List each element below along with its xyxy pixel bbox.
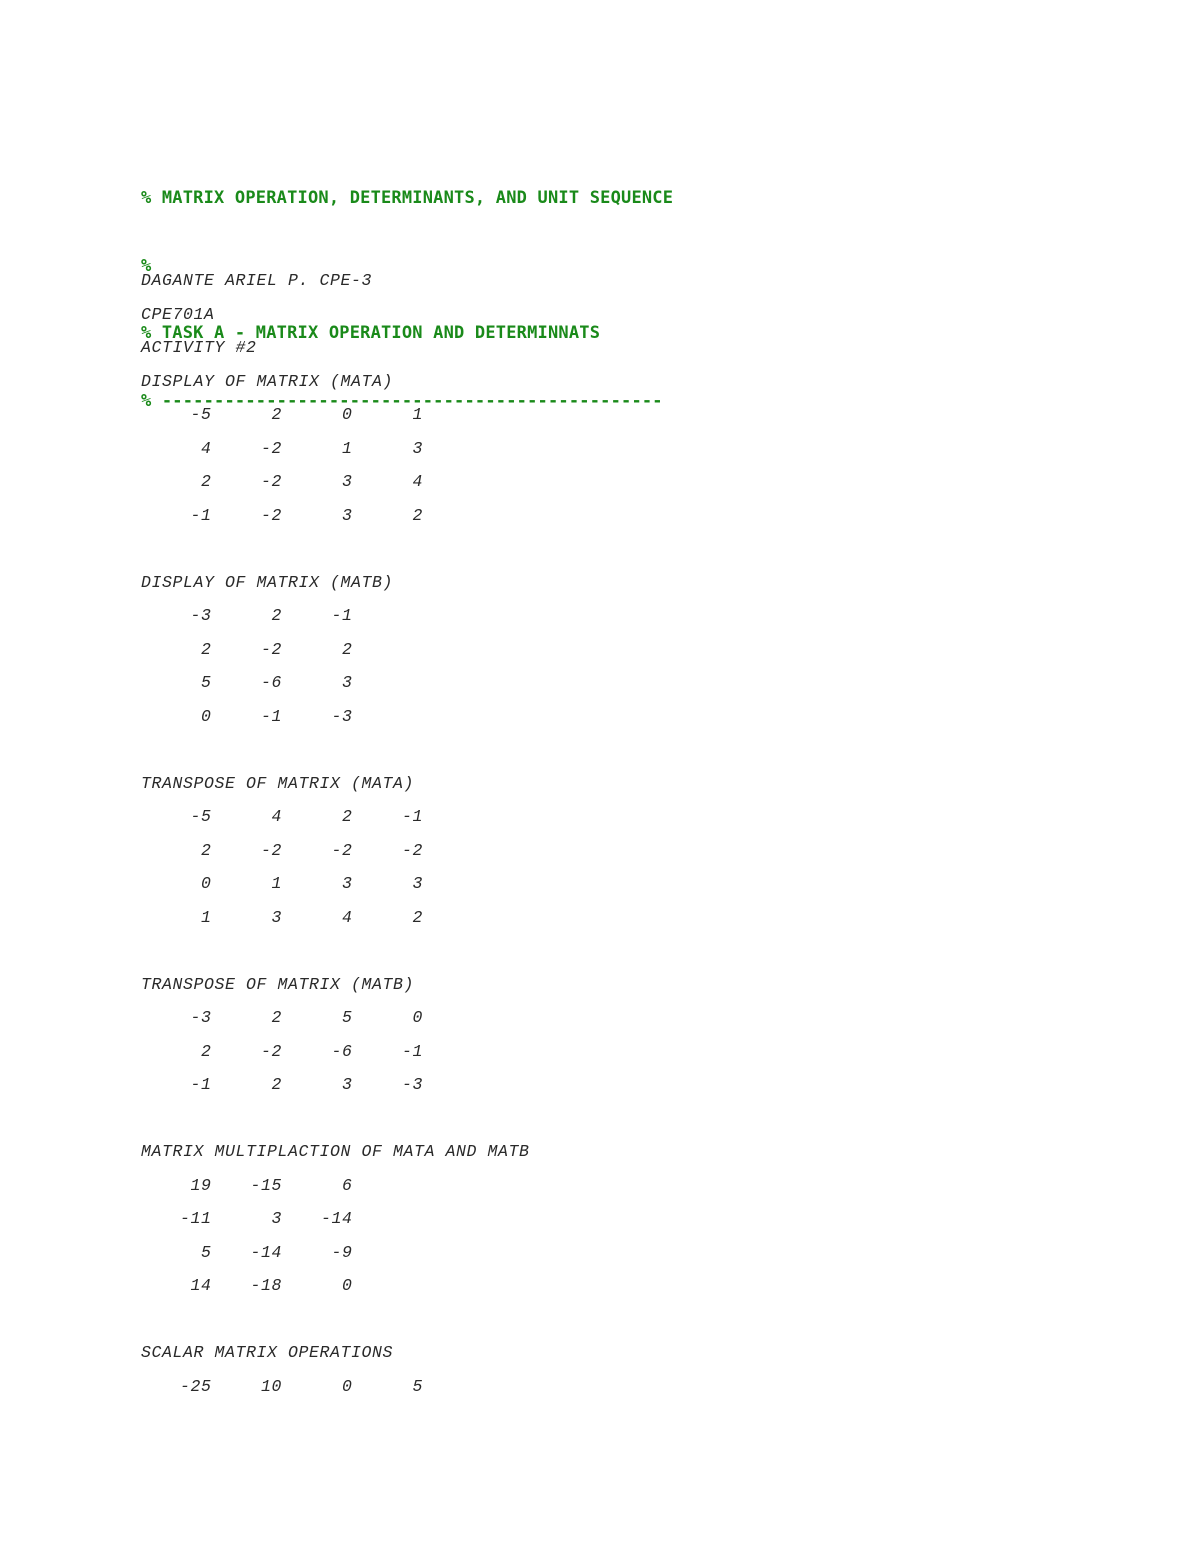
matrix-cell: -2 [331,840,353,860]
section-spacer [141,934,530,968]
matrix-cell: 0 [341,405,353,424]
matrix-cell: 6 [341,1175,353,1195]
matrix-cell: 0 [341,1376,353,1396]
matrix [141,800,530,934]
matrix-cell: -11 [179,1209,212,1228]
matrix-cell: 0 [341,1276,353,1295]
matrix-cell: 19 [190,1175,212,1195]
matrix-cell: -1 [260,706,282,726]
student-name-line: DAGANTE ARIEL P. CPE-3 [141,271,373,290]
matrix-cell: -2 [401,840,423,860]
matrix-cell: -3 [331,706,353,726]
matrix-cell: -2 [260,438,282,458]
matrix-row [141,1169,530,1203]
matrix-cell: 3 [412,874,423,893]
matrix-cell: -2 [260,505,282,525]
matrix-cell: 2 [200,1041,212,1061]
matrix-cell: 3 [341,472,353,491]
matrix-cell: 4 [200,438,212,458]
matrix-cell: 3 [412,438,423,458]
section-title: DISPLAY OF MATRIX (MATA) [141,371,394,391]
comment-line-title: % MATRIX OPERATION, DETERMINANTS, AND UNIT SEQUENCE [141,188,674,208]
matrix-row [141,1068,530,1102]
section-title: SCALAR MATRIX OPERATIONS [141,1343,394,1362]
matrix-row [141,499,530,533]
matrix-cell: 2 [341,639,353,659]
matrix-cell: 5 [412,1376,423,1396]
matrix-row [141,1001,530,1035]
matrix-cell: 2 [271,606,282,625]
matrix-row [141,599,530,633]
section-spacer [141,733,530,767]
matrix [141,1001,530,1102]
matrix-cell: -2 [260,639,282,659]
matrix-cell: -14 [320,1209,353,1228]
matrix-cell: 1 [412,405,423,424]
matrix-cell: 0 [412,1008,423,1027]
matrix-cell: 0 [200,706,212,726]
matrix-row [141,633,530,667]
matrix-cell: -1 [401,807,423,826]
matrix-row [141,867,530,901]
matrix-cell: -1 [401,1041,423,1061]
matrix-row [141,834,530,868]
matrix-cell: -14 [250,1242,282,1262]
matrix-cell: 2 [271,1008,282,1027]
matrix-cell: -2 [260,472,282,491]
matrix-cell: 3 [341,505,353,525]
matrix-cell: -18 [250,1276,282,1295]
section-spacer [141,1303,530,1337]
section-title: TRANSPOSE OF MATRIX (MATB) [141,974,415,994]
matrix-row [141,1269,530,1303]
section-title: TRANSPOSE OF MATRIX (MATA) [141,773,415,793]
matrix-row [141,398,530,432]
matrix-cell: -6 [260,673,282,692]
matrix-cell: 2 [200,840,212,860]
matrix-cell: 4 [412,472,423,491]
activity-line: ACTIVITY #2 [141,338,257,357]
matrix-row [141,1236,530,1270]
matrix-cell: 1 [200,907,212,927]
matrix-row [141,432,530,466]
section-title: MATRIX MULTIPLACTION OF MATA AND MATB [141,1142,530,1161]
matrix-row [141,1370,530,1404]
matrix-cell: 3 [271,907,282,927]
matrix-cell: -9 [331,1242,353,1262]
matrix-cell: -1 [190,1075,212,1094]
matrix-cell: 4 [271,807,282,826]
comment-line-divider: % ------------------------------------------------ [141,390,663,411]
matrix-cell: 2 [271,405,282,424]
matrix-cell: 1 [341,438,353,458]
matrix-cell: 0 [200,874,212,893]
matrix-cell: -1 [190,505,212,525]
matrix-cell: -5 [190,807,212,826]
matrix [141,599,530,733]
matrix-cell: 2 [200,639,212,659]
matrix-cell: 2 [200,472,212,491]
matrix-cell: -2 [260,840,282,860]
matrix-row [141,901,530,935]
matrix-row [141,700,530,734]
matrix [141,1169,530,1303]
matrix-cell: 3 [271,1209,282,1228]
section-spacer [141,1102,530,1136]
matrix-cell: 5 [341,1008,353,1027]
matrix-cell: -25 [179,1376,212,1396]
matrix-cell: 5 [200,673,212,692]
matrix-cell: 1 [271,874,282,893]
matrix-cell: -6 [331,1041,353,1061]
matrix-cell: 3 [341,673,353,692]
comment-line-blank: % [141,255,152,276]
matrix [141,1370,530,1404]
matrix-cell: 10 [260,1376,282,1396]
matrix-cell: 4 [341,907,353,927]
command-output [141,264,530,1403]
matrix-cell: -2 [260,1041,282,1061]
matrix-row [141,1035,530,1069]
course-code-line: CPE701A [141,304,215,324]
matrix [141,398,530,532]
section-title: DISPLAY OF MATRIX (MATB) [141,572,394,592]
comment-line-task: % TASK A - MATRIX OPERATION AND DETERMINNATS [141,323,601,343]
section-spacer [141,532,530,566]
matrix-row [141,666,530,700]
matrix-cell: 3 [341,1075,353,1094]
matrix-cell: 5 [200,1242,212,1262]
matrix-cell: -1 [331,606,353,625]
matrix-cell: -3 [190,606,212,625]
matrix-cell: 2 [271,1075,282,1094]
matrix-cell: -3 [401,1075,423,1094]
matrix-cell: 14 [190,1276,212,1295]
matrix-cell: 3 [341,874,353,893]
matrix-row [141,1202,530,1236]
matrix-cell: -5 [190,405,212,424]
matrix-cell: 2 [341,807,353,826]
matrix-cell: -3 [190,1008,212,1027]
matrix-row [141,465,530,499]
matrix-cell: 2 [412,505,423,525]
matrix-row [141,800,530,834]
matrix-cell: -15 [250,1175,282,1195]
matrix-cell: 2 [412,907,423,927]
